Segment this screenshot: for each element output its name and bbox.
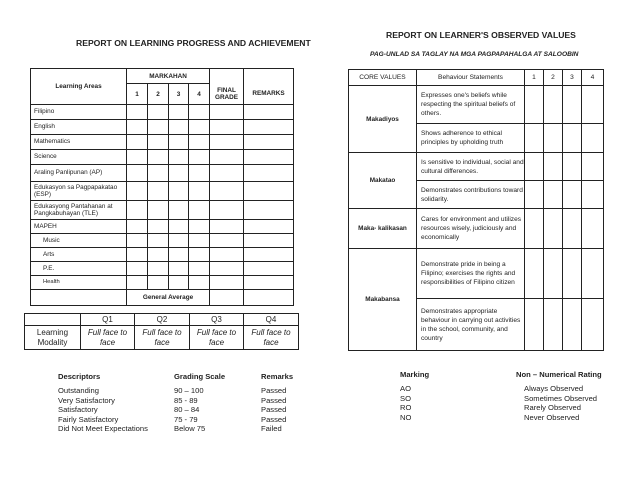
legend-row xyxy=(400,384,630,394)
q2-header: Q2 xyxy=(135,314,190,326)
rating-cell[interactable] xyxy=(582,181,604,209)
grade-cell[interactable] xyxy=(169,262,189,276)
behaviour-statement: Shows adherence to ethical principles by upholding truth xyxy=(417,124,525,153)
rating-cell[interactable] xyxy=(525,153,544,181)
subject-label: Health xyxy=(31,276,127,290)
final-grade-cell[interactable] xyxy=(210,105,244,120)
general-average-remarks[interactable] xyxy=(244,290,294,306)
rating-cell[interactable] xyxy=(544,299,563,351)
grade-cell[interactable] xyxy=(169,201,189,220)
legend-row xyxy=(58,415,298,425)
quarter-1-header: 1 xyxy=(127,84,148,105)
grade-cell[interactable] xyxy=(127,234,148,248)
subject-label: Araling Panlipunan (AP) xyxy=(31,165,127,182)
rating-cell[interactable] xyxy=(525,86,544,124)
behaviour-statement: Demonstrates appropriate behaviour in carrying out activities in the school, community, and country xyxy=(417,299,525,351)
legend-row xyxy=(58,424,298,434)
rating-cell[interactable] xyxy=(544,124,563,153)
table-row xyxy=(349,249,604,299)
rating-cell[interactable] xyxy=(563,299,582,351)
grade-cell[interactable] xyxy=(189,165,210,182)
behaviour-statement: Cares for environment and utilizes resources wisely, judiciously and economically xyxy=(417,209,525,249)
legend-row xyxy=(58,396,298,406)
remark: Failed xyxy=(261,424,282,434)
descriptor: Satisfactory xyxy=(58,405,98,415)
behaviour-statement: Demonstrates contributions toward solidarity. xyxy=(417,181,525,209)
table-row xyxy=(31,234,294,248)
general-average-row xyxy=(31,290,294,306)
rating-cell[interactable] xyxy=(544,153,563,181)
table-row xyxy=(31,150,294,165)
general-average-label: General Average xyxy=(127,290,210,306)
legend-row xyxy=(58,405,298,415)
grade-cell[interactable] xyxy=(148,248,169,262)
subject-label: MAPEH xyxy=(31,220,127,234)
remark: Passed xyxy=(261,405,287,415)
quarter-4-header: 4 xyxy=(189,84,210,105)
mark: SO xyxy=(400,393,411,403)
quarter-1-header: 1 xyxy=(525,70,544,86)
grade-cell[interactable] xyxy=(148,182,169,201)
remarks-cell[interactable] xyxy=(244,276,294,290)
header-spacer xyxy=(244,69,294,84)
legend-row xyxy=(400,394,630,404)
grade-cell[interactable] xyxy=(169,105,189,120)
final-grade-cell[interactable] xyxy=(210,165,244,182)
q1-header: Q1 xyxy=(81,314,135,326)
remarks-cell[interactable] xyxy=(244,135,294,150)
descriptors-header: Descriptors xyxy=(58,372,101,381)
table-row xyxy=(31,182,294,201)
behaviour-statements-header: Behaviour Statements xyxy=(417,70,525,86)
remarks-cell[interactable] xyxy=(244,201,294,220)
header-spacer xyxy=(210,69,244,84)
marking-legend xyxy=(400,370,630,422)
rating-cell[interactable] xyxy=(544,181,563,209)
subject-label: P.E. xyxy=(31,262,127,276)
grade-cell[interactable] xyxy=(127,276,148,290)
quarter-3-header: 3 xyxy=(169,84,189,105)
table-row xyxy=(31,220,294,234)
final-grade-cell[interactable] xyxy=(210,220,244,234)
subject-label: Edukasyong Pantahanan at Pangkabuhayan (TLE) xyxy=(31,201,127,220)
quarter-2-header: 2 xyxy=(544,70,563,86)
markahan-header: MARKAHAN xyxy=(127,69,210,84)
grade-cell[interactable] xyxy=(169,135,189,150)
q2-modality: Full face to face xyxy=(135,326,190,350)
grade-cell[interactable] xyxy=(189,220,210,234)
rating: Never Observed xyxy=(524,412,580,422)
grade-cell[interactable] xyxy=(148,262,169,276)
rating-cell[interactable] xyxy=(582,299,604,351)
non-numerical-rating-header: Non – Numerical Rating xyxy=(516,370,602,379)
remarks-cell[interactable] xyxy=(244,182,294,201)
behaviour-statement: Expresses one's beliefs while respecting the spiritual beliefs of others. xyxy=(417,86,525,124)
table-row xyxy=(31,201,294,220)
scale: 80 – 84 xyxy=(174,405,200,415)
table-row xyxy=(31,165,294,182)
grade-cell[interactable] xyxy=(148,120,169,135)
rating-cell[interactable] xyxy=(582,249,604,299)
legend-row xyxy=(400,413,630,423)
rating-cell[interactable] xyxy=(544,86,563,124)
grades-table xyxy=(30,68,294,306)
q1-modality: Full face to face xyxy=(81,326,135,350)
table-row xyxy=(31,262,294,276)
final-grade-cell[interactable] xyxy=(210,182,244,201)
grade-cell[interactable] xyxy=(169,120,189,135)
grade-cell[interactable] xyxy=(189,276,210,290)
rating-cell[interactable] xyxy=(544,249,563,299)
grading-scale-header: Grading Scale xyxy=(174,372,226,381)
core-value-makadiyos: Makadiyos xyxy=(349,86,417,153)
q4-header: Q4 xyxy=(244,314,299,326)
table-row xyxy=(31,105,294,120)
core-value-makakalikasan: Maka- kalikasan xyxy=(349,209,417,249)
grade-cell[interactable] xyxy=(127,105,148,120)
grade-cell[interactable] xyxy=(169,234,189,248)
descriptor: Did Not Meet Expectations xyxy=(58,424,148,434)
remarks-cell[interactable] xyxy=(244,120,294,135)
core-value-makabansa: Makabansa xyxy=(349,249,417,351)
q3-header: Q3 xyxy=(190,314,244,326)
rating-cell[interactable] xyxy=(563,209,582,249)
scale: Below 75 xyxy=(174,424,206,434)
legend-row xyxy=(58,386,298,396)
table-row xyxy=(31,135,294,150)
remark: Passed xyxy=(261,414,287,424)
scale: 85 - 89 xyxy=(174,395,198,405)
mark: AO xyxy=(400,384,411,393)
remarks-cell[interactable] xyxy=(244,105,294,120)
grade-cell[interactable] xyxy=(189,182,210,201)
learning-modality-table xyxy=(24,313,299,350)
remarks-cell[interactable] xyxy=(244,248,294,262)
grade-cell[interactable] xyxy=(127,120,148,135)
subject-label: Edukasyon sa Pagpapakatao (ESP) xyxy=(31,182,127,201)
behaviour-statement: Is sensitive to individual, social and cultural differences. xyxy=(417,153,525,181)
grade-cell[interactable] xyxy=(127,150,148,165)
rating-cell[interactable] xyxy=(563,249,582,299)
remark: Passed xyxy=(261,395,287,405)
table-row xyxy=(349,86,604,124)
grade-cell[interactable] xyxy=(189,201,210,220)
grade-cell[interactable] xyxy=(169,248,189,262)
grade-cell[interactable] xyxy=(189,150,210,165)
descriptor: Fairly Satisfactory xyxy=(58,414,119,424)
grade-cell[interactable] xyxy=(148,150,169,165)
final-grade-header xyxy=(210,84,244,105)
grade-cell[interactable] xyxy=(148,201,169,220)
observed-values-title: REPORT ON LEARNER'S OBSERVED VALUES xyxy=(386,30,576,40)
table-row xyxy=(31,248,294,262)
grade-cell[interactable] xyxy=(189,262,210,276)
grade-cell[interactable] xyxy=(189,248,210,262)
core-value-makatao: Makatao xyxy=(349,153,417,209)
rating-cell[interactable] xyxy=(582,209,604,249)
remarks-cell[interactable] xyxy=(244,165,294,182)
rating: Sometimes Observed xyxy=(524,393,598,403)
grade-cell[interactable] xyxy=(148,234,169,248)
progress-report-title: REPORT ON LEARNING PROGRESS AND ACHIEVEMENT xyxy=(76,38,311,48)
marking-header: Marking xyxy=(400,370,430,379)
rating-cell[interactable] xyxy=(525,209,544,249)
quarter-3-header: 3 xyxy=(563,70,582,86)
grade-cell[interactable] xyxy=(148,165,169,182)
remarks-cell[interactable] xyxy=(244,150,294,165)
grade-cell[interactable] xyxy=(189,120,210,135)
final-grade-line1: FINAL xyxy=(217,86,236,94)
rating-cell[interactable] xyxy=(544,209,563,249)
behaviour-statement: Demonstrate pride in being a Filipino; exercises the rights and responsibilities of Filipino citizen xyxy=(417,249,525,299)
subject-label: Music xyxy=(31,234,127,248)
table-row xyxy=(349,153,604,181)
empty-header-cell xyxy=(25,314,81,326)
descriptor: Outstanding xyxy=(58,386,99,395)
grade-cell[interactable] xyxy=(148,276,169,290)
descriptor: Very Satisfactory xyxy=(58,395,115,405)
subject-label: Science xyxy=(31,150,127,165)
grade-cell[interactable] xyxy=(169,150,189,165)
grading-legend xyxy=(58,372,298,434)
core-values-header: CORE VALUES xyxy=(349,70,417,86)
subject-label: Arts xyxy=(31,248,127,262)
q4-modality: Full face to face xyxy=(244,326,299,350)
empty-cell xyxy=(31,290,127,306)
rating: Rarely Observed xyxy=(524,403,581,413)
table-row xyxy=(31,276,294,290)
remarks-legend-header: Remarks xyxy=(261,372,294,381)
rating: Always Observed xyxy=(524,384,584,393)
remark: Passed xyxy=(261,386,287,395)
grade-cell[interactable] xyxy=(169,276,189,290)
mark: RO xyxy=(400,403,412,413)
grade-cell[interactable] xyxy=(127,165,148,182)
quarter-2-header: 2 xyxy=(148,84,169,105)
grade-cell[interactable] xyxy=(169,220,189,234)
remarks-cell[interactable] xyxy=(244,234,294,248)
grade-cell[interactable] xyxy=(127,262,148,276)
grade-cell[interactable] xyxy=(148,135,169,150)
final-grade-cell[interactable] xyxy=(210,201,244,220)
grade-cell[interactable] xyxy=(189,135,210,150)
scale: 90 – 100 xyxy=(174,386,204,395)
final-grade-cell[interactable] xyxy=(210,248,244,262)
q3-modality: Full face to face xyxy=(190,326,244,350)
subject-label: English xyxy=(31,120,127,135)
remarks-header: REMARKS xyxy=(244,84,294,105)
rating-cell[interactable] xyxy=(525,124,544,153)
rating-cell[interactable] xyxy=(563,86,582,124)
rating-cell[interactable] xyxy=(563,153,582,181)
observed-values-subtitle: PAG-UNLAD SA TAGLAY NA MGA PAGPAPAHALGA AT SALOOBIN xyxy=(370,51,579,58)
final-grade-cell[interactable] xyxy=(210,120,244,135)
rating-cell[interactable] xyxy=(525,249,544,299)
grade-cell[interactable] xyxy=(127,248,148,262)
rating-cell[interactable] xyxy=(563,124,582,153)
rating-cell[interactable] xyxy=(525,181,544,209)
grade-cell[interactable] xyxy=(127,182,148,201)
table-row xyxy=(31,120,294,135)
subject-label: Filipino xyxy=(31,105,127,120)
scale: 75 - 79 xyxy=(174,414,198,424)
table-row xyxy=(349,209,604,249)
rating-cell[interactable] xyxy=(582,153,604,181)
final-grade-cell[interactable] xyxy=(210,135,244,150)
learning-areas-header: Learning Areas xyxy=(31,69,127,105)
grade-cell[interactable] xyxy=(127,201,148,220)
final-grade-cell[interactable] xyxy=(210,234,244,248)
rating-cell[interactable] xyxy=(582,124,604,153)
learning-modality-label: Learning Modality xyxy=(25,326,81,350)
final-grade-cell[interactable] xyxy=(210,150,244,165)
mark: NO xyxy=(400,412,412,422)
grade-cell[interactable] xyxy=(127,135,148,150)
grade-cell[interactable] xyxy=(127,220,148,234)
grade-cell[interactable] xyxy=(148,220,169,234)
remarks-cell[interactable] xyxy=(244,220,294,234)
rating-cell[interactable] xyxy=(563,181,582,209)
remarks-cell[interactable] xyxy=(244,262,294,276)
final-grade-cell[interactable] xyxy=(210,276,244,290)
grade-cell[interactable] xyxy=(169,182,189,201)
observed-values-table xyxy=(348,69,604,351)
final-grade-cell[interactable] xyxy=(210,262,244,276)
grade-cell[interactable] xyxy=(169,165,189,182)
grade-cell[interactable] xyxy=(189,234,210,248)
grade-cell[interactable] xyxy=(189,105,210,120)
subject-label: Mathematics xyxy=(31,135,127,150)
final-grade-line2: GRADE xyxy=(214,93,239,101)
grade-cell[interactable] xyxy=(148,105,169,120)
rating-cell[interactable] xyxy=(582,86,604,124)
legend-row xyxy=(400,403,630,413)
general-average-value[interactable] xyxy=(210,290,244,306)
quarter-4-header: 4 xyxy=(582,70,604,86)
rating-cell[interactable] xyxy=(525,299,544,351)
